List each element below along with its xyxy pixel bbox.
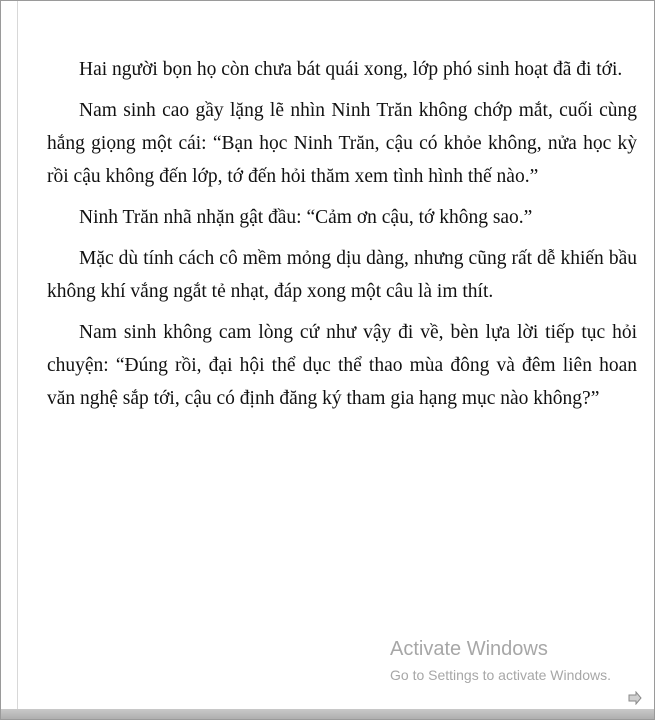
document-body [47, 53, 637, 423]
document-page [17, 1, 655, 711]
paragraph-4: Mặc dù tính cách cô mềm mỏng dịu dàng, nhưng cũng rất dễ khiến bầu không khí vắng ngắt tẻ nhạt, đáp xong một câu là im thít. [47, 248, 637, 302]
activation-watermark [390, 637, 611, 685]
cursor-arrow-icon-svg [627, 691, 643, 705]
watermark-title: Activate Windows [390, 638, 548, 660]
watermark-subtitle: Go to Settings to activate Windows. [390, 667, 611, 683]
paragraph-2: Nam sinh cao gầy lặng lẽ nhìn Ninh Trăn không chớp mắt, cuối cùng hắng giọng một cái: “Bạn học Ninh Trăn, cậu có khỏe không, nửa học kỳ rồi cậu không đến lớp, tớ đến hỏi thăm xem tình hình thế nào.” [47, 100, 637, 187]
paragraph-5: Nam sinh không cam lòng cứ như vậy đi về, bèn lựa lời tiếp tục hỏi chuyện: “Đúng rồi, đại hội thể dục thể thao mùa đông và đêm liên hoan văn nghệ sắp tới, cậu có định đăng ký tham gia hạng mục nào không?” [47, 322, 637, 409]
paragraph-1: Hai người bọn họ còn chưa bát quái xong, lớp phó sinh hoạt đã đi tới. [79, 59, 623, 80]
paragraph-3: Ninh Trăn nhã nhặn gật đầu: “Cảm ơn cậu, tớ không sao.” [79, 207, 533, 228]
page-bottom-edge [1, 709, 655, 720]
cursor-arrow-icon [627, 691, 643, 705]
